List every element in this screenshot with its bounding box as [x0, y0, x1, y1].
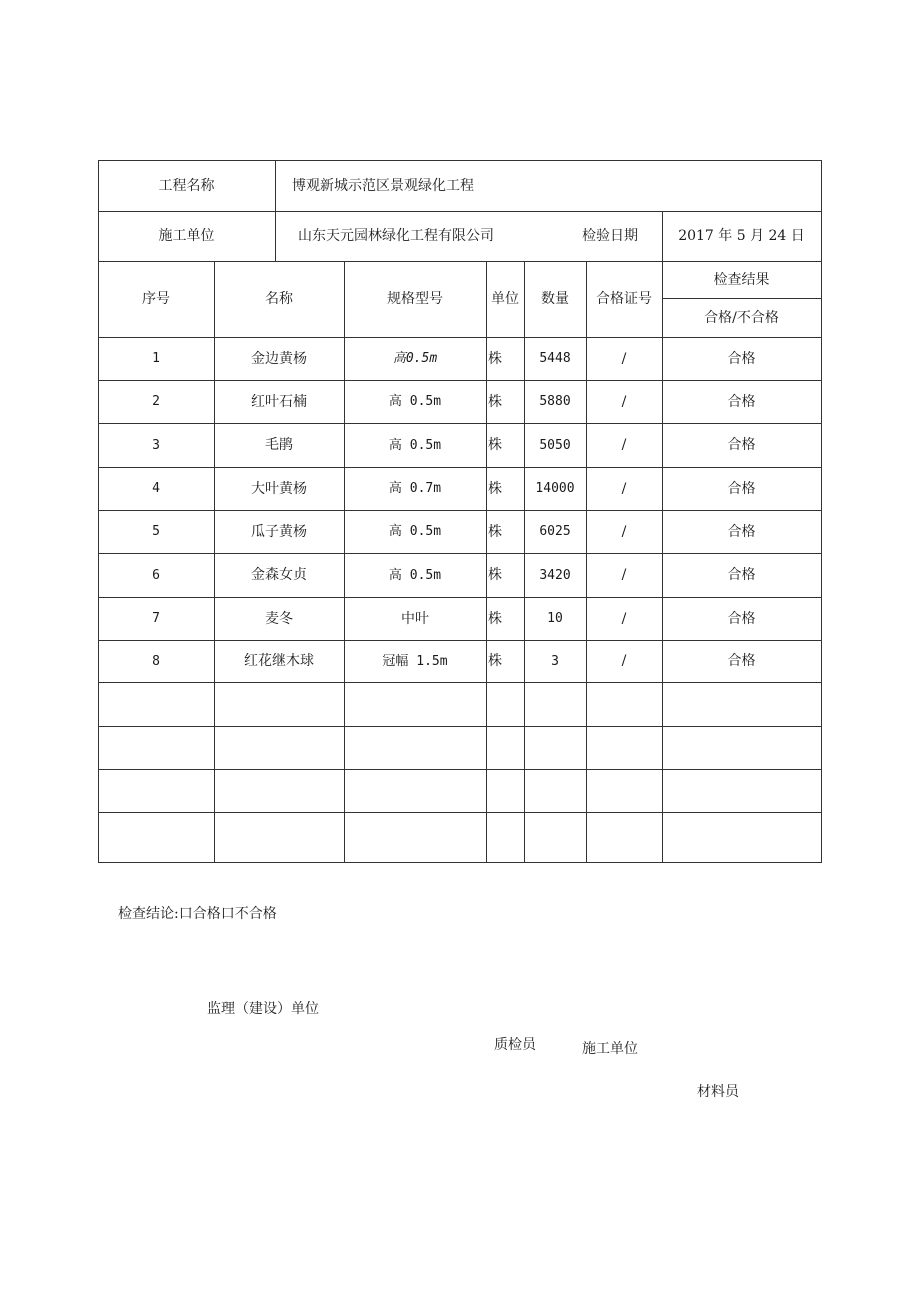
row-cert: /: [621, 480, 627, 497]
row-unit: 株: [488, 350, 502, 367]
row-spec: 高0.5m: [392, 351, 438, 366]
row-no: 2: [152, 394, 160, 409]
rule: [275, 160, 276, 261]
row-unit: 株: [488, 437, 502, 453]
row-cert: /: [621, 610, 627, 627]
row-spec: 高 0.5m: [388, 394, 442, 409]
supervisor-unit-label: 监理（建设）单位: [207, 1001, 319, 1017]
row-qty: 14000: [535, 481, 575, 496]
row-spec: 高 0.5m: [388, 524, 442, 539]
row-qty: 5880: [539, 394, 571, 409]
col-header-result: 检查结果: [713, 271, 770, 288]
row-name: 麦冬: [265, 610, 293, 627]
row-spec: 高 0.5m: [388, 567, 442, 583]
row-result: 合格: [727, 653, 756, 669]
row-name: 红花继木球: [244, 653, 314, 669]
row-result: 合格: [727, 567, 756, 583]
row-unit: 株: [488, 523, 502, 540]
row-no: 5: [152, 524, 160, 539]
inspection-date-value: 2017 年 5 月 24 日: [678, 228, 805, 244]
col-header-name: 名称: [265, 291, 293, 307]
row-unit: 株: [488, 653, 502, 669]
row-result: 合格: [727, 523, 756, 540]
row-unit: 株: [488, 480, 502, 497]
row-name: 大叶黄杨: [251, 480, 307, 497]
row-name: 金森女贞: [251, 567, 307, 583]
row-cert: /: [621, 393, 627, 410]
col-header-unit: 单位: [491, 291, 519, 307]
row-result: 合格: [727, 350, 756, 367]
rule: [98, 682, 821, 683]
row-unit: 株: [488, 610, 502, 627]
row-qty: 3: [551, 653, 559, 669]
row-cert: /: [621, 350, 627, 367]
row-cert: /: [621, 567, 627, 583]
col-header-qty: 数量: [541, 291, 569, 307]
row-result: 合格: [727, 480, 756, 497]
contractor-unit-label: 施工单位: [582, 1041, 638, 1057]
row-result: 合格: [727, 393, 756, 410]
row-spec: 冠幅 1.5m: [382, 653, 448, 669]
row-result: 合格: [727, 610, 756, 627]
row-name: 毛鹃: [265, 437, 293, 453]
contractor-label: 施工单位: [158, 228, 215, 244]
row-no: 8: [152, 653, 160, 669]
row-unit: 株: [488, 393, 502, 410]
rule: [98, 769, 821, 770]
rule: [98, 812, 821, 813]
row-no: 6: [152, 567, 160, 583]
project-name-value: 博观新城示范区景观绿化工程: [292, 177, 474, 194]
inspection-date-label: 检验日期: [582, 228, 638, 244]
row-no: 3: [152, 437, 160, 453]
row-qty: 6025: [539, 524, 571, 539]
row-result: 合格: [727, 437, 756, 453]
col-header-no: 序号: [142, 291, 170, 307]
contractor-value: 山东天元园林绿化工程有限公司: [298, 228, 494, 244]
row-qty: 3420: [539, 567, 571, 583]
row-unit: 株: [488, 567, 502, 583]
row-spec: 中叶: [401, 610, 429, 627]
row-no: 1: [152, 351, 160, 366]
row-name: 红叶石楠: [251, 393, 307, 410]
material-officer-label: 材料员: [697, 1084, 739, 1100]
row-no: 4: [152, 481, 160, 496]
row-qty: 5448: [539, 351, 571, 366]
project-name-label: 工程名称: [158, 177, 215, 194]
rule: [98, 726, 821, 727]
row-name: 金边黄杨: [251, 350, 307, 367]
row-name: 瓜子黄杨: [251, 523, 307, 540]
row-qty: 5050: [539, 437, 571, 453]
row-no: 7: [152, 611, 160, 626]
row-cert: /: [621, 523, 627, 540]
row-spec: 高 0.5m: [388, 437, 442, 453]
col-header-spec: 规格型号: [387, 291, 443, 307]
row-cert: /: [621, 653, 627, 669]
quality-inspector-label: 质检员: [494, 1037, 536, 1053]
row-cert: /: [621, 437, 627, 453]
row-qty: 10: [547, 611, 563, 626]
col-header-result-sub: 合格/不合格: [704, 309, 779, 326]
row-spec: 高 0.7m: [388, 481, 442, 496]
inspection-table: [98, 160, 822, 863]
col-header-cert: 合格证号: [596, 291, 652, 307]
inspection-conclusion: 检查结论:口合格口不合格: [118, 906, 277, 922]
